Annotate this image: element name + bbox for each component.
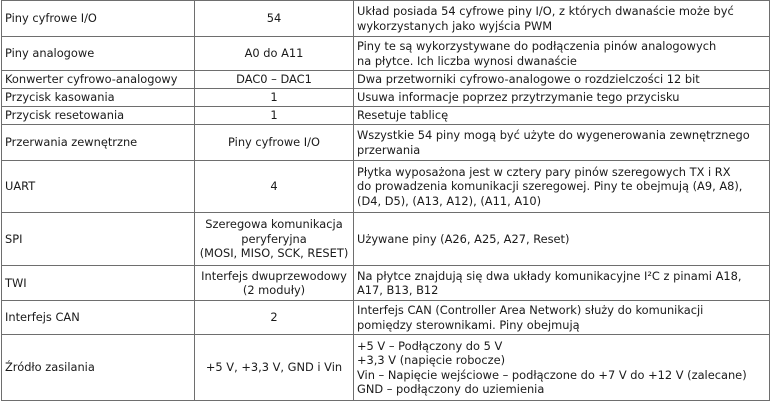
value-line: Szeregowa komunikacja: [205, 217, 343, 232]
description-line: Interfejs CAN (Controller Area Network) służy do komunikacji: [357, 303, 704, 317]
row-label: Źródło zasilania: [2, 335, 195, 401]
value-line: (2 moduły): [242, 283, 306, 297]
row-value: 4: [195, 161, 354, 213]
description-line: Używane piny (A26, A25, A27, Reset): [357, 231, 570, 246]
table-row: [2, 1, 770, 37]
row-value: DAC0 – DAC1: [195, 71, 354, 89]
row-description: [354, 107, 770, 125]
description-line: przerwania: [357, 142, 421, 157]
row-description: [354, 301, 770, 335]
description-line: na płytce. Ich liczba wynosi dwanaście: [357, 53, 577, 68]
table-row: [2, 37, 770, 71]
table-row: [2, 125, 770, 161]
description-line: Piny te są wykorzystywane do podłączenia pinów analogowych: [357, 39, 717, 53]
table-row: [2, 89, 770, 107]
description-line: pomiędzy sterownikami. Piny obejmują: [357, 317, 580, 332]
row-description: [354, 1, 770, 37]
description-line: (D4, D5), (A13, A12), (A11, A10): [357, 193, 542, 208]
description-line: Układ posiada 54 cyfrowe piny I/O, z których dwanaście może być: [357, 4, 734, 18]
description-line: do prowadzenia komunikacji szeregowej. Piny te obejmują (A9, A8),: [357, 179, 743, 194]
description-line: +3,3 V (napięcie robocze): [357, 353, 506, 367]
row-label: Piny analogowe: [2, 37, 195, 71]
row-label: Piny cyfrowe I/O: [2, 1, 195, 37]
description-line: +5 V – Podłączony do 5 V: [357, 338, 503, 353]
row-description: [354, 335, 770, 401]
description-line: Usuwa informacje poprzez przytrzymanie tego przycisku: [357, 90, 680, 105]
description-line: Wszystkie 54 piny mogą być użyte do wygenerowania zewnętrznego: [357, 128, 750, 142]
row-value: Piny cyfrowe I/O: [195, 125, 354, 161]
description-line: A17, B13, B12: [357, 283, 439, 297]
row-description: [354, 37, 770, 71]
description-line: wykorzystanych jako wyjścia PWM: [357, 18, 553, 33]
table-row: [2, 301, 770, 335]
row-label: SPI: [2, 213, 195, 266]
table-row: [2, 266, 770, 301]
row-label: TWI: [2, 266, 195, 301]
table-row: [2, 107, 770, 125]
row-description: [354, 266, 770, 301]
row-value: 1: [195, 89, 354, 107]
table-row: [2, 71, 770, 89]
row-label: UART: [2, 161, 195, 213]
value-line: (MOSI, MISO, SCK, RESET): [199, 246, 349, 261]
row-description: [354, 125, 770, 161]
row-value: [195, 266, 354, 301]
value-line: Interfejs dwuprzewodowy: [201, 268, 347, 283]
row-value: A0 do A11: [195, 37, 354, 71]
table-row: [2, 213, 770, 266]
row-description: [354, 89, 770, 107]
specs-table-body: [2, 1, 770, 401]
row-value: 54: [195, 1, 354, 37]
row-description: [354, 161, 770, 213]
row-label: Interfejs CAN: [2, 301, 195, 335]
row-value: 1: [195, 107, 354, 125]
row-label: Przerwania zewnętrzne: [2, 125, 195, 161]
row-label: Konwerter cyfrowo-analogowy: [2, 71, 195, 89]
table-row: [2, 161, 770, 213]
row-label: Przycisk resetowania: [2, 107, 195, 125]
table-row: [2, 335, 770, 401]
description-line: Resetuje tablicę: [357, 108, 449, 123]
row-label: Przycisk kasowania: [2, 89, 195, 107]
description-line: Na płytce znajdują się dwa układy komunikacyjne I²C z pinami A18,: [357, 268, 742, 283]
description-line: Płytka wyposażona jest w cztery pary pinów szeregowych TX i RX: [357, 164, 731, 179]
row-value: [195, 213, 354, 266]
description-line: Dwa przetworniki cyfrowo-analogowe o rozdzielczości 12 bit: [357, 72, 700, 87]
description-line: GND – podłączony do uziemienia: [357, 382, 545, 396]
row-description: [354, 71, 770, 89]
specs-table: [1, 0, 770, 401]
value-line: peryferyjna: [241, 231, 307, 246]
row-description: [354, 213, 770, 266]
description-line: Vin – Napięcie wejściowe – podłączone do +7 V do +12 V (zalecane): [357, 367, 747, 382]
row-value: +5 V, +3,3 V, GND i Vin: [195, 335, 354, 401]
row-value: 2: [195, 301, 354, 335]
